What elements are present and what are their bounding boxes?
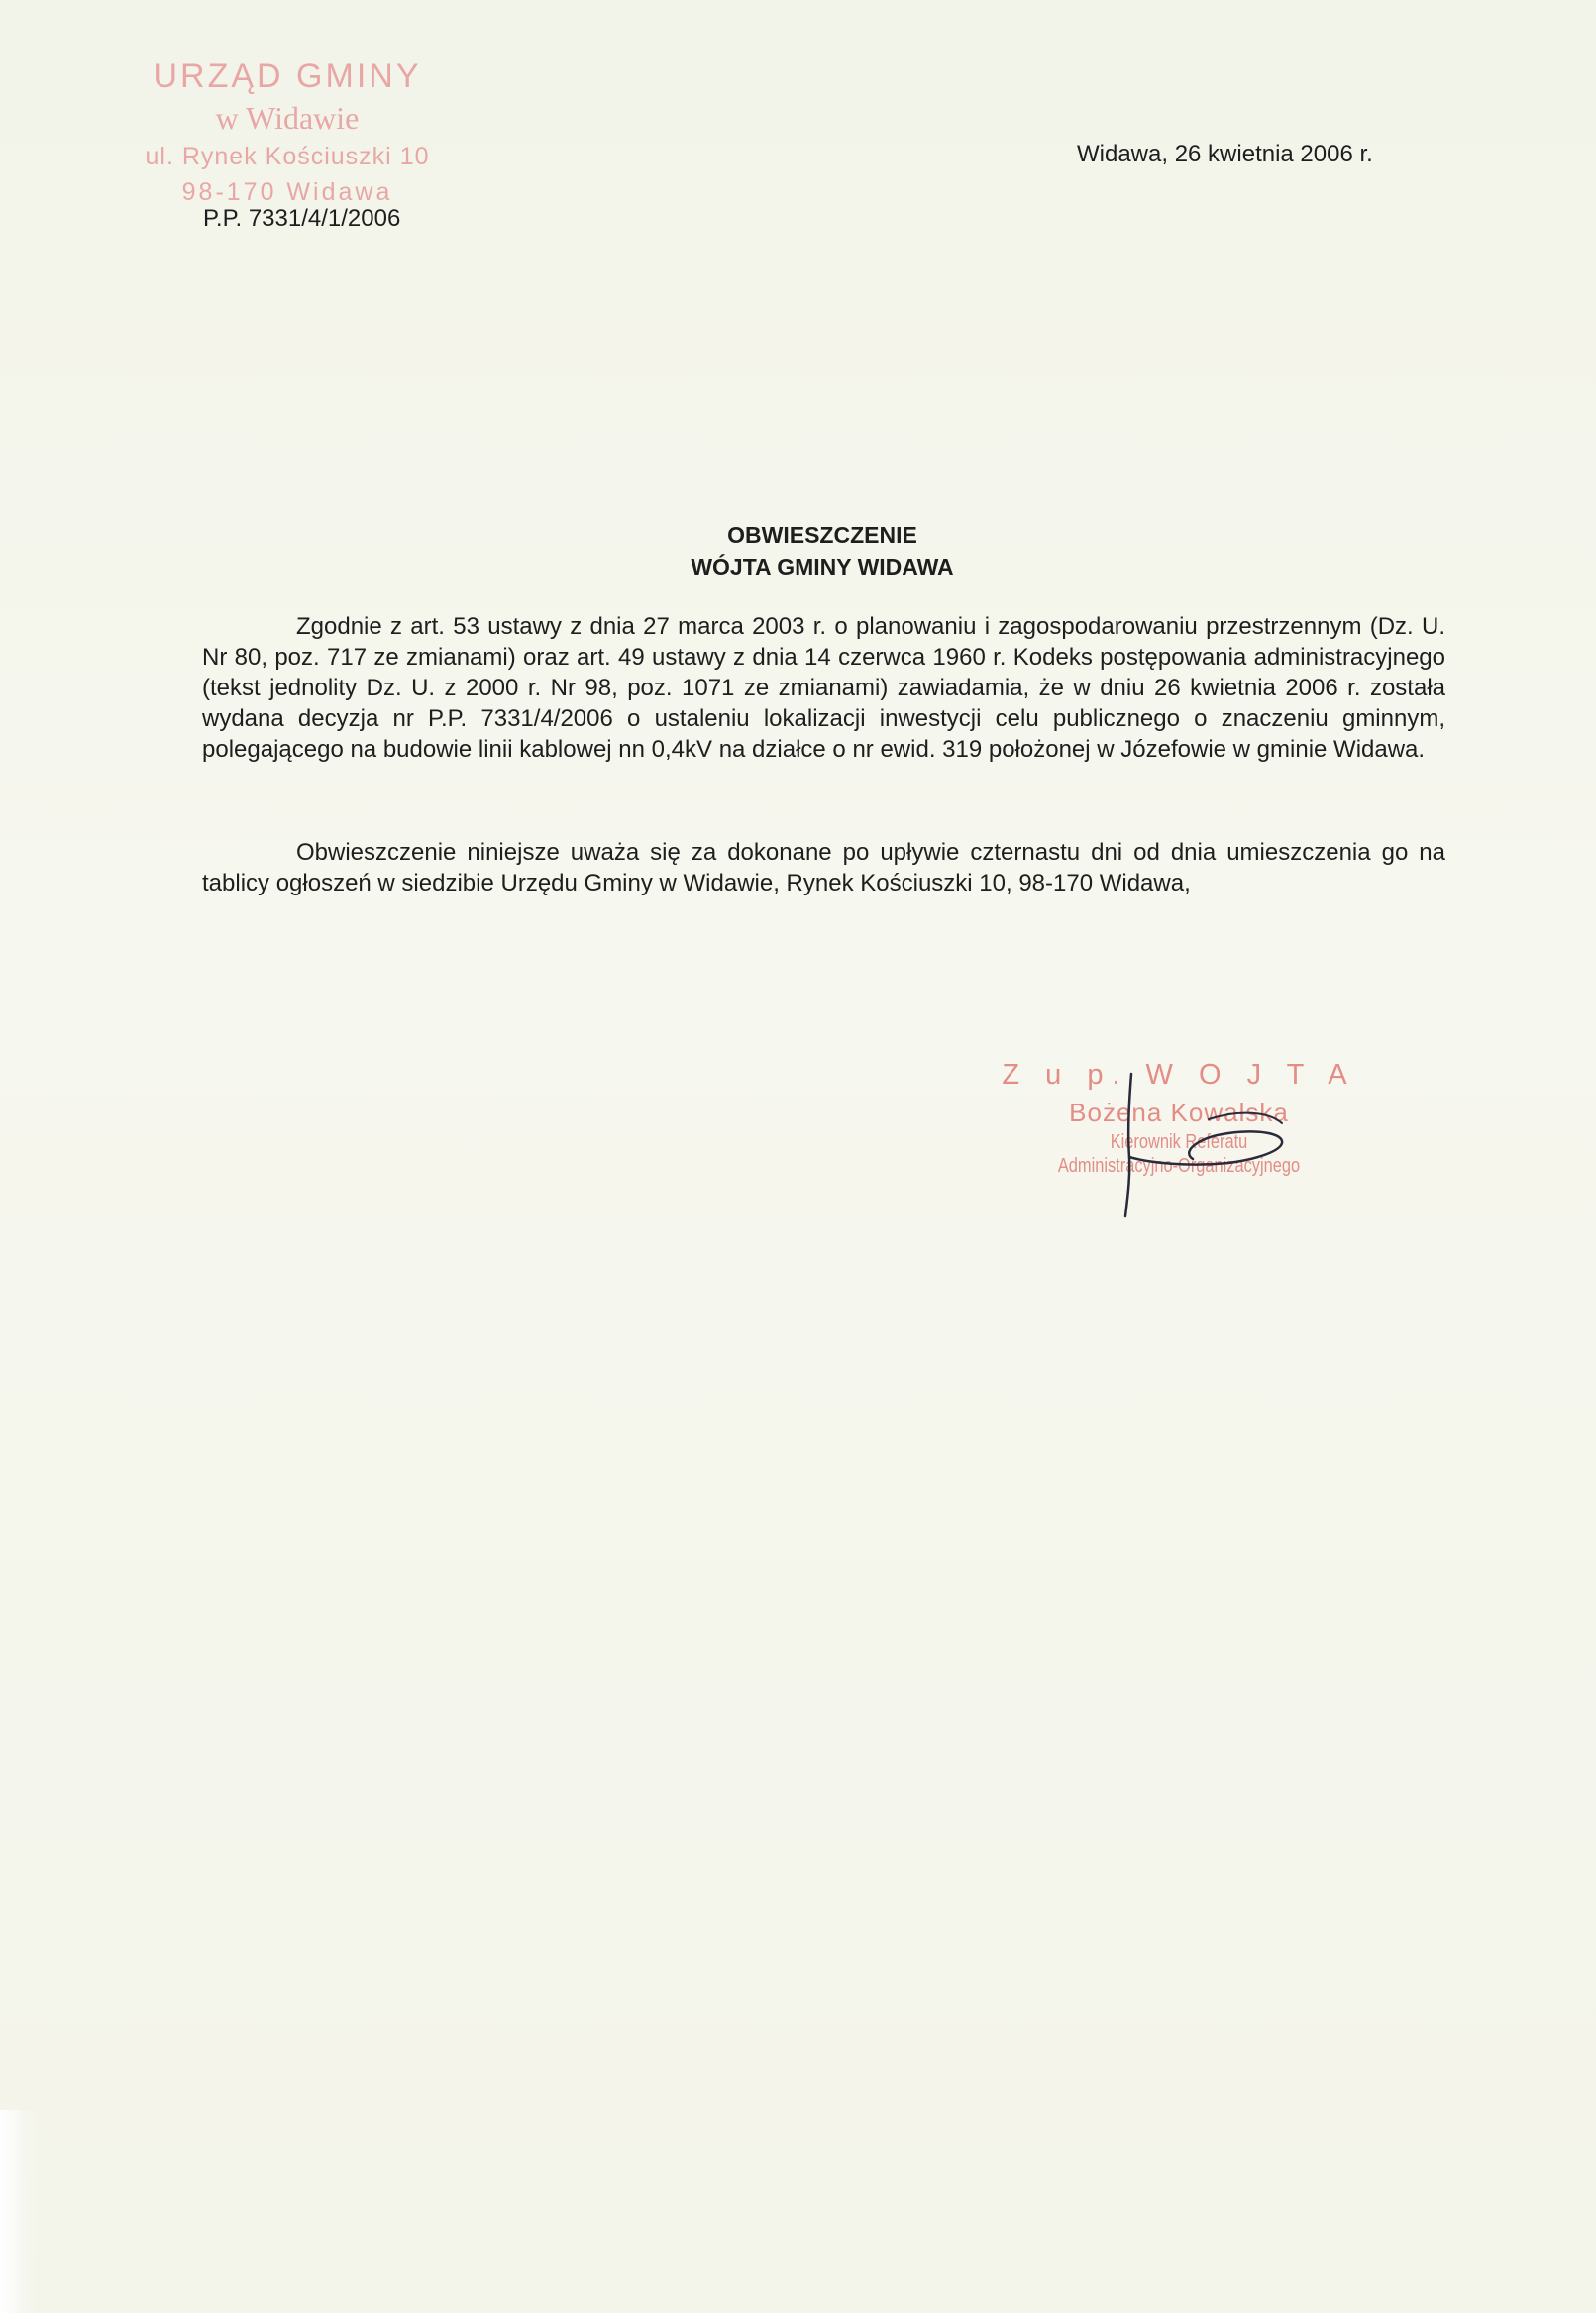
stamp-office-name: URZĄD GMINY [153, 57, 422, 95]
signature-stamp-name: Bożena Kowalska [1069, 1098, 1289, 1127]
body-paragraph-1: Zgodnie z art. 53 ustawy z dnia 27 marca 2003 r. o planowaniu i zagospodarowaniu przestrzennym (Dz. U. Nr 80, poz. 717 ze zmianami) oraz art. 49 ustawy z dnia 14 czerwca 1960 r. Kodeks postępowania administracyjnego (tekst jednolity Dz. U. z 2000 r. Nr 98, poz. 1071 ze zmianami) zawiadamia, że w dniu 26 kwietnia 2006 r. została wydana decyzja nr P.P. 7331/4/2006 o ustaleniu lokalizacji inwestycji celu publicznego o znaczeniu gminnym, polegającego na budowie linii kablowej nn 0,4kV na działce o nr ewid. 319 położonej w Józefowie w gminie Widawa. [202, 613, 1445, 763]
stamp-office-postcode: 98-170 Widawa [181, 178, 393, 206]
signature-stamp-title: Kierownik Referatu [1110, 1131, 1248, 1153]
stamp-office-street: ul. Rynek Kościuszki 10 [145, 143, 430, 170]
title-line-2: WÓJTA GMINY WIDAWA [691, 554, 954, 579]
signature-stamp-role: Z u p. W O J T A [1002, 1059, 1356, 1091]
paper-edge [0, 2110, 40, 2313]
document-title [198, 519, 1446, 582]
signature-stamp-department: Administracyjno-Organizacyjnego [1057, 1155, 1301, 1177]
place-and-date: Widawa, 26 kwietnia 2006 r. [1077, 141, 1373, 167]
handwritten-signature [1070, 1060, 1308, 1218]
body-paragraph-2: Obwieszczenie niniejsze uważa się za dokonane po upływie czternastu dni od dnia umieszczenia go na tablicy ogłoszeń w siedzibie Urzędu Gminy w Widawie, Rynek Kościuszki 10, 98-170 Widawa, [202, 839, 1445, 896]
office-header-stamp [99, 54, 476, 209]
reference-number: P.P. 7331/4/1/2006 [203, 205, 401, 232]
title-line-1: OBWIESZCZENIE [727, 522, 917, 548]
stamp-office-town: w Widawie [215, 100, 360, 136]
